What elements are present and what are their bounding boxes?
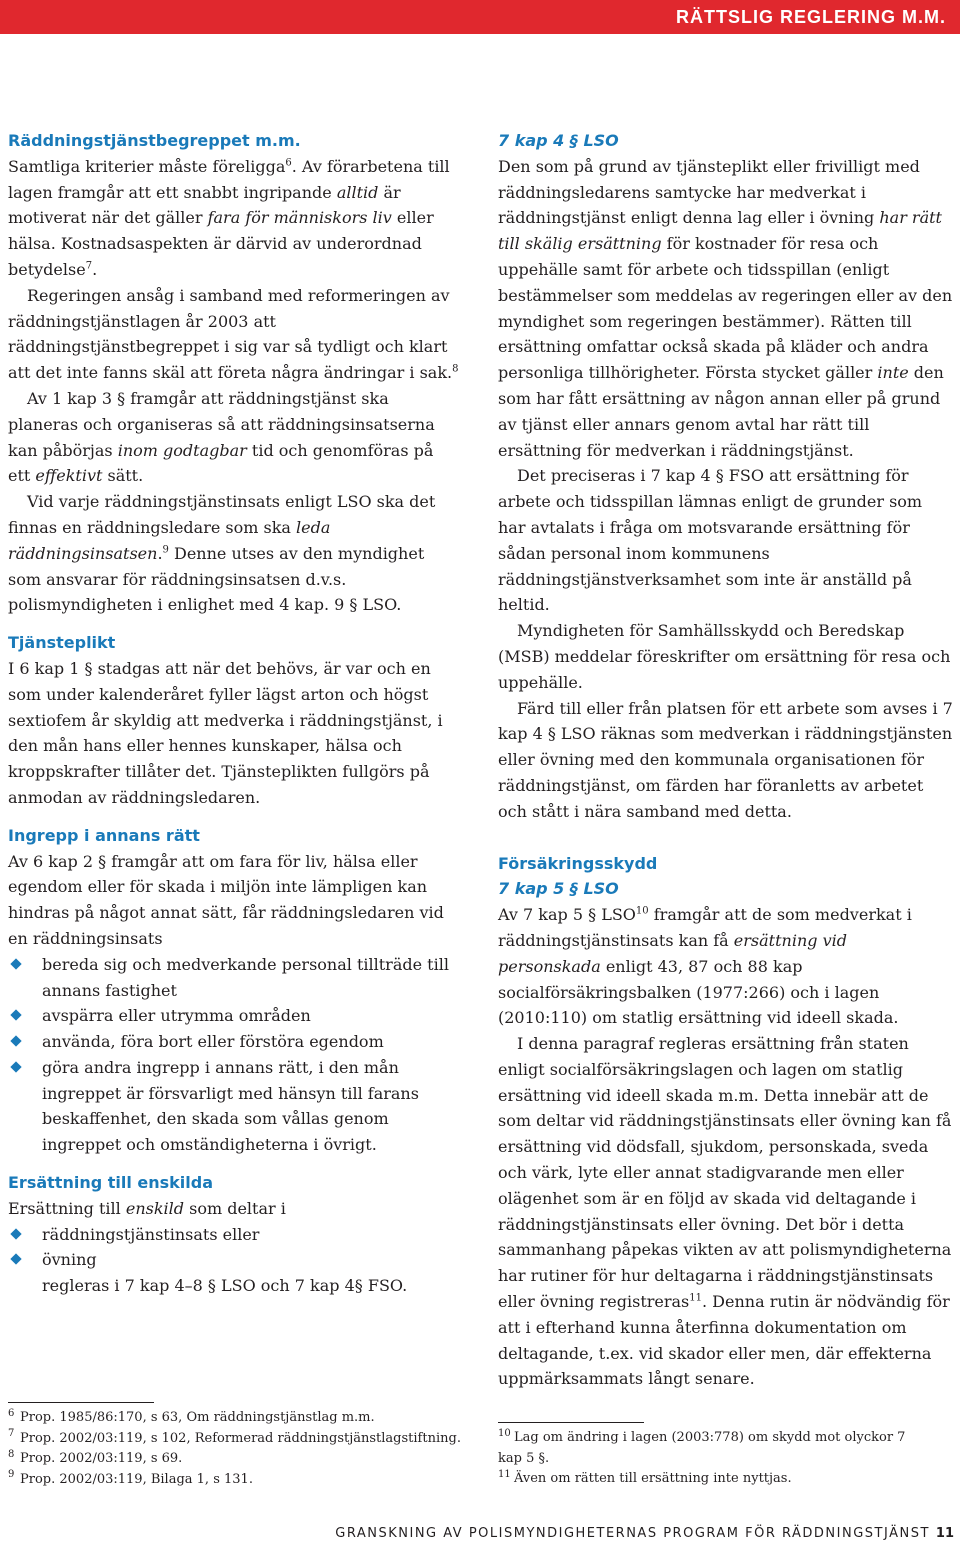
footnote-ref[interactable]: 9 <box>162 544 169 556</box>
heading-tjansteplikt: Tjänsteplikt <box>8 633 116 653</box>
diamond-bullet-icon <box>10 1061 21 1072</box>
footnote-ref[interactable]: 8 <box>452 363 459 375</box>
footnote: 8 Prop. 2002/03:119, s 69. <box>8 1448 183 1466</box>
heading-forsakringsskydd: Försäkringsskydd <box>498 853 658 873</box>
list-item: övning <box>8 1247 460 1273</box>
footnote: 10 Lag om ändring i lagen (2003:778) om skydd mot olyckor 7 kap 5 §. <box>498 1427 906 1466</box>
list-item: avspärra eller utrymma områden <box>8 1003 460 1029</box>
paragraph: Den som på grund av tjänsteplikt eller frivilligt med räddningsledarens samtycke har medverkat i räddningstjänst enligt denna lag eller i övning har rätt till skälig ersättning för kostnader för resa och uppehälle samt för arbete och tidsspillan (enligt bestämmelser som meddelas av regeringen eller av den myndighet som regeringen bestämmer). Rätten till ersättning omfattar också skada på kläder och andra personliga tillhörigheter. Första stycket gäller inte den som har fått ersättning av någon annan eller på grund av tjänst eller annars genom avtal har rätt till ersättning för medverkan i räddningstjänst. <box>498 156 953 460</box>
footnote-ref[interactable]: 11 <box>689 1292 702 1304</box>
list-item: räddningstjänstinsats eller <box>8 1222 460 1248</box>
footnote: 9 Prop. 2002/03:119, Bilaga 1, s 131. <box>8 1469 253 1487</box>
diamond-bullet-icon <box>10 1228 21 1239</box>
diamond-bullet-icon <box>10 1010 21 1021</box>
bullet-list <box>8 1222 460 1274</box>
list-item: göra andra ingrepp i annans rätt, i den mån ingreppet är försvarligt med hänsyn till farans beskaffenhet, den skada som vållas genom ingreppet och omständigheterna i övrigt. <box>8 1055 460 1158</box>
diamond-bullet-icon <box>10 1254 21 1265</box>
paragraph: Det preciseras i 7 kap 4 § FSO att ersättning för arbete och tidsspillan lämnas enligt de grunder som har avtalats i fråga om motsvarande ersättning för sådan personal inom kommunens räddningstjänstverksamhet som inte är anställd på heltid. <box>498 466 923 615</box>
paragraph: Av 1 kap 3 § framgår att räddningstjänst ska planeras och organiseras så att räddningsinsatserna kan påbörjas inom godtagbar tid och genomföras på ett effektivt sätt. <box>8 388 435 486</box>
footnote-divider <box>8 1402 154 1403</box>
page-number: 11 <box>935 1526 954 1541</box>
diamond-bullet-icon <box>10 958 21 969</box>
paragraph: Ersättning till enskild som deltar i <box>8 1198 286 1218</box>
page-footer <box>335 1525 954 1543</box>
paragraph: Regeringen ansåg i samband med reformeringen av räddningstjänstlagen år 2003 att räddningstjänstbegreppet i sig var så tydligt och klart att det inte fanns skäl att företa några ändringar i sak.$^8$ <box>8 285 459 383</box>
paragraph: Vid varje räddningstjänstinsats enligt LSO ska det finnas en räddningsledare som ska leda räddningsinsatsen.$^9$ Denne utses av den myndighet som ansvarar för räddningsinsatsen d.v.s. polismyndigheten i enlighet med 4 kap. 9 § LSO. <box>8 492 436 615</box>
bullet-list <box>8 952 460 1158</box>
list-item: använda, föra bort eller förstöra egendom <box>8 1029 460 1055</box>
footnote: 6 Prop. 1985/86:170, s 63, Om räddningstjänstlag m.m. <box>8 1407 375 1425</box>
left-column <box>8 128 460 1299</box>
paragraph: Av 7 kap 5 § LSO$^{10}$ framgår att de som medverkat i räddningstjänstinsats kan få ersättning vid personskada enligt 43, 87 och 88 kap socialförsäkringsbalken (1977:266) och i lagen (2010:110) om statlig ersättning vid ideell skada. <box>498 905 912 1028</box>
paragraph: Samtliga kriterier måste föreligga$^6$. Av förarbetena till lagen framgår att ett snabbt ingripande alltid är motiverat när det gäller fara för människors liv eller hälsa. Kostnadsaspekten är därvid av underordnad betydelse$^7$. <box>8 156 450 279</box>
header-bar <box>0 0 960 34</box>
footnotes-left <box>8 1408 478 1490</box>
paragraph: regleras i 7 kap 4–8 § LSO och 7 kap 4§ FSO. <box>42 1276 408 1296</box>
heading-7kap5-lso: 7 kap 5 § LSO <box>498 879 619 899</box>
footnote-ref[interactable]: 6 <box>285 157 292 169</box>
footnote-ref[interactable]: 7 <box>85 260 93 272</box>
paragraph: I 6 kap 1 § stadgas att när det behövs, är var och en som under kalenderåret fyller lägst arton och högst sextiofem år skyldig att medverka i räddningstjänst, i den mån hans eller hennes kunskaper, hälsa och kroppskrafter tillåter det. Tjänsteplikten fullgörs på anmodan av räddningsledaren. <box>8 658 443 807</box>
footnote: 7 Prop. 2002/03:119, s 102, Reformerad räddningstjänstlagstiftning. <box>8 1428 461 1446</box>
report-title: GRANSKNING AV POLISMYNDIGHETERNAS PROGRAM FÖR RÄDDNINGSTJÄNST <box>335 1526 930 1541</box>
section-title: RÄTTSLIG REGLERING M.M. <box>676 7 946 27</box>
heading-ersattning: Ersättning till enskilda <box>8 1173 214 1193</box>
paragraph: Färd till eller från platsen för ett arbete som avses i 7 kap 4 § LSO räknas som medverkan i räddningstjänsten eller övning med den kommunala organisationen för räddningstjänst, om färden har föranletts av arbetet och stått i nära samband med detta. <box>498 698 953 821</box>
list-item: bereda sig och medverkande personal tillträde till annans fastighet <box>8 952 460 1004</box>
right-column <box>498 128 954 1392</box>
footnotes-right <box>498 1428 908 1490</box>
paragraph: Av 6 kap 2 § framgår att om fara för liv, hälsa eller egendom eller för skada i miljön inte lämpligen kan hindras på något annat sätt, får räddningsledaren vid en räddningsinsats <box>8 851 444 948</box>
heading-ingrepp: Ingrepp i annans rätt <box>8 825 200 845</box>
paragraph: Myndigheten för Samhällsskydd och Beredskap (MSB) meddelar föreskrifter om ersättning för resa och uppehälle. <box>498 621 951 692</box>
footnote: 11 Även om rätten till ersättning inte nyttjas. <box>498 1468 792 1486</box>
footnote-divider <box>498 1422 644 1423</box>
heading-raddningstjanstbegreppet: Räddningstjänstbegreppet m.m. <box>8 131 301 150</box>
footnote-ref[interactable]: 10 <box>635 905 649 917</box>
heading-7kap4-lso: 7 kap 4 § LSO <box>498 131 619 150</box>
paragraph: I denna paragraf regleras ersättning från staten enligt socialförsäkringslagen och lagen om statlig ersättning vid ideell skada m.m. Detta innebär att de som deltar vid räddningstjänstinsats eller övning kan få ersättning vid dödsfall, sjukdom, personskada, sveda och värk, lyte eller annat stadigvarande men eller olägenhet som är en följd av skada vid deltagande i räddningstjänstinsats eller övning. Det bör i detta sammanhang påpekas vikten av att polismyndigheterna har rutiner för hur deltagarna i räddningstjänstinsats eller övning registreras$^{11}$. Denna rutin är nödvändig för att i efterhand kunna återfinna dokumentation om deltagande, t.ex. vid skador eller men, där effekterna uppmärksammats långt senare. <box>498 1034 952 1389</box>
diamond-bullet-icon <box>10 1035 21 1046</box>
